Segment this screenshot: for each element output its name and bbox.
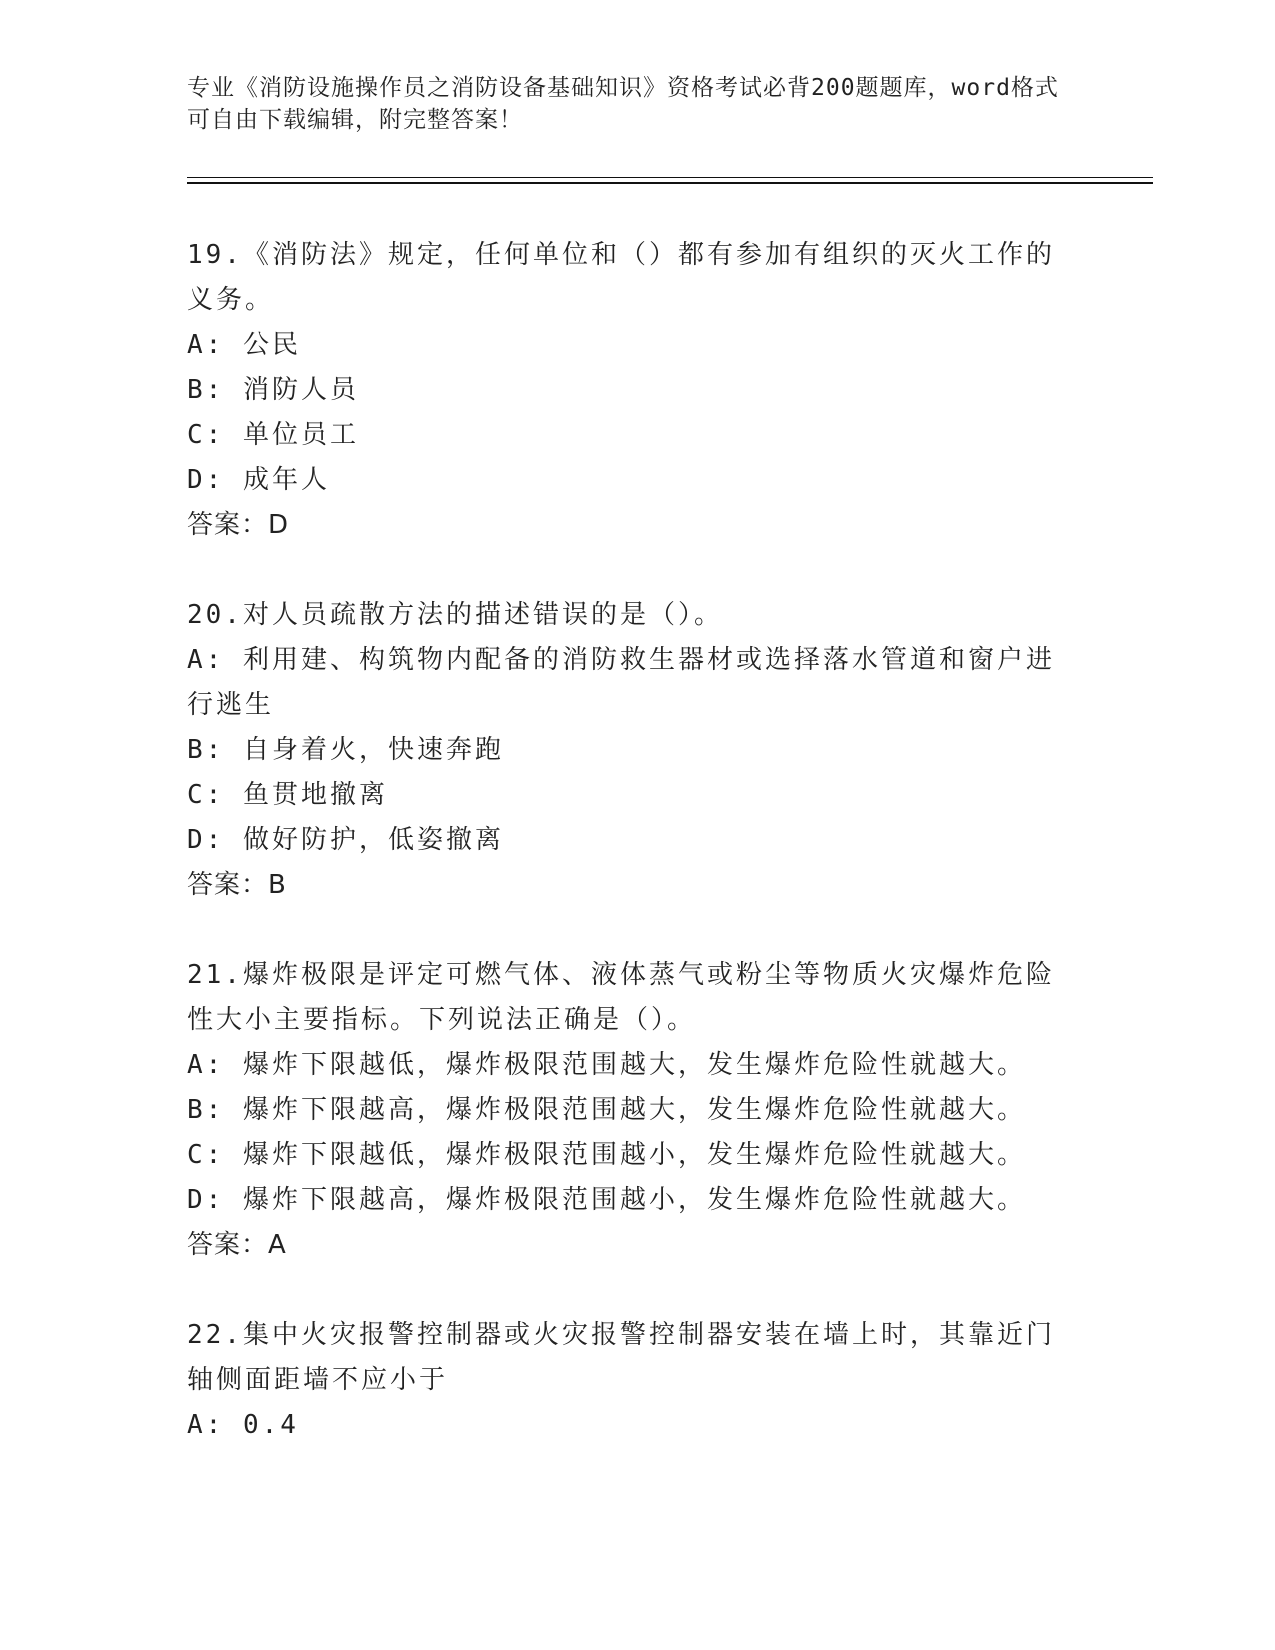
question-19 <box>187 233 1077 548</box>
question-stem: 22.集中火灾报警控制器或火灾报警控制器安装在墙上时，其靠近门轴侧面距墙不应小于 <box>187 1320 1055 1395</box>
question-stem: 21.爆炸极限是评定可燃气体、液体蒸气或粉尘等物质火灾爆炸危险性大小主要指标。下列说法正确是（）。 <box>187 960 1055 1035</box>
answer-line: 答案：D <box>187 510 290 540</box>
option-a: A: 爆炸下限越低，爆炸极限范围越大，发生爆炸危险性就越大。 <box>187 1050 1026 1080</box>
answer-line: 答案：A <box>187 1230 287 1260</box>
option-a: A: 利用建、构筑物内配备的消防救生器材或选择落水管道和窗户进行逃生 <box>187 645 1055 720</box>
option-d: D: 做好防护，低姿撤离 <box>187 825 504 855</box>
option-c: C: 单位员工 <box>187 420 359 450</box>
header-divider-bottom <box>187 182 1153 184</box>
option-d: D: 爆炸下限越高，爆炸极限范围越小，发生爆炸危险性就越大。 <box>187 1185 1026 1215</box>
option-a: A: 0.4 <box>187 1410 299 1440</box>
option-b: B: 消防人员 <box>187 375 359 405</box>
option-c: C: 爆炸下限越低，爆炸极限范围越小，发生爆炸危险性就越大。 <box>187 1140 1026 1170</box>
answer-line: 答案：B <box>187 870 287 900</box>
question-list <box>187 233 1077 1493</box>
question-21 <box>187 953 1077 1268</box>
option-b: B: 自身着火，快速奔跑 <box>187 735 504 765</box>
question-stem: 20.对人员疏散方法的描述错误的是（）。 <box>187 600 723 630</box>
question-22 <box>187 1313 1077 1448</box>
option-a: A: 公民 <box>187 330 301 360</box>
question-20 <box>187 593 1077 908</box>
header-divider-top <box>187 177 1153 178</box>
option-c: C: 鱼贯地撤离 <box>187 780 388 810</box>
option-d: D: 成年人 <box>187 465 330 495</box>
document-intro: 专业《消防设施操作员之消防设备基础知识》资格考试必背200题题库，word格式可自由下载编辑，附完整答案！ <box>187 75 1059 133</box>
question-stem: 19.《消防法》规定，任何单位和（）都有参加有组织的灭火工作的义务。 <box>187 240 1055 315</box>
option-b: B: 爆炸下限越高，爆炸极限范围越大，发生爆炸危险性就越大。 <box>187 1095 1026 1125</box>
